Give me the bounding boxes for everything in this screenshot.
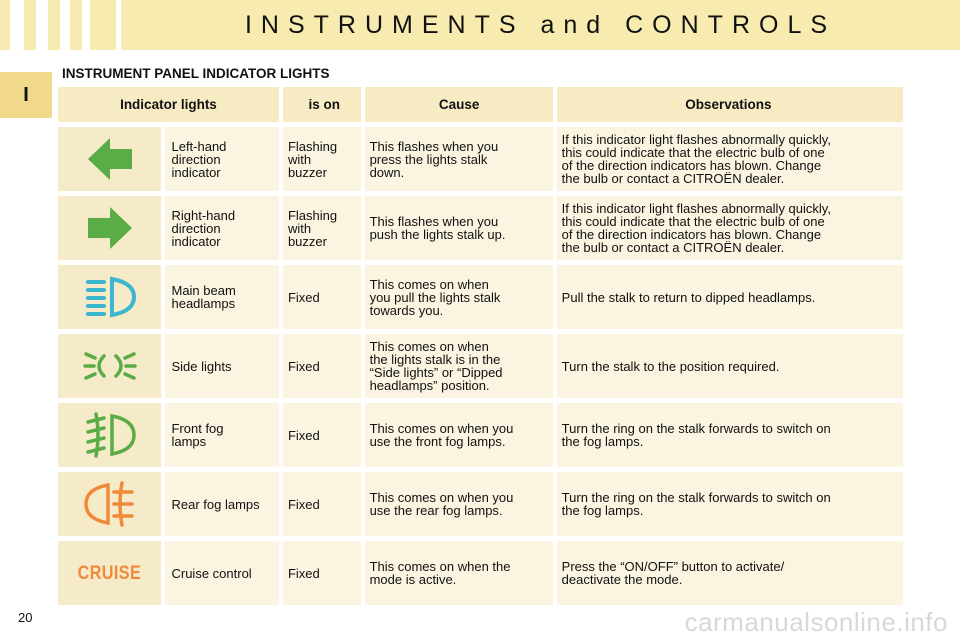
rear-fog-icon: [84, 479, 136, 529]
observations-text: If this indicator light flashes abnormally quickly, this could indicate that the electric bulb of one of the direction indicators has blown. Change the bulb or contact a CITROËN dealer.: [557, 196, 903, 260]
observations-text: Turn the ring on the stalk forwards to switch on the fog lamps.: [557, 403, 903, 467]
cause-text: This comes on when the lights stalk is in the “Side lights” or “Dipped headlamps” position.: [365, 334, 553, 398]
is-on-value: Fixed: [283, 403, 361, 467]
table-row: [58, 472, 903, 536]
is-on-value: Fixed: [283, 541, 361, 605]
cause-text: This comes on when you use the rear fog lamps.: [365, 472, 553, 536]
main-beam-icon: [84, 275, 136, 319]
is-on-value: Fixed: [283, 472, 361, 536]
indicator-name: Rear fog lamps: [165, 472, 278, 536]
table-row: [58, 403, 903, 467]
column-header-cause: Cause: [365, 87, 553, 122]
is-on-value: Flashing with buzzer: [283, 196, 361, 260]
watermark: carmanualsonline.info: [684, 607, 948, 637]
indicator-name: Right-hand direction indicator: [165, 196, 278, 260]
icon-cell: [58, 265, 161, 329]
table-row: [58, 265, 903, 329]
cause-text: This comes on when the mode is active.: [365, 541, 553, 605]
observations-text: Pull the stalk to return to dipped headlamps.: [557, 265, 903, 329]
table-row: [58, 541, 903, 605]
section-title: INSTRUMENT PANEL INDICATOR LIGHTS: [62, 66, 330, 81]
indicator-lights-table: [58, 87, 903, 610]
icon-cell: [58, 403, 161, 467]
page-header: [0, 0, 960, 50]
column-header-indicator-lights: Indicator lights: [58, 87, 279, 122]
cause-text: This flashes when you push the lights stalk up.: [365, 196, 553, 260]
header-stripes: [10, 0, 102, 50]
icon-cell: [58, 196, 161, 260]
left-arrow-icon: [86, 135, 134, 183]
column-header-is-on: is on: [283, 87, 361, 122]
observations-text: Press the “ON/OFF” button to activate/ deactivate the mode.: [557, 541, 903, 605]
cause-text: This comes on when you pull the lights stalk towards you.: [365, 265, 553, 329]
cause-text: This flashes when you press the lights stalk down.: [365, 127, 553, 191]
observations-text: If this indicator light flashes abnormally quickly, this could indicate that the electric bulb of one of the direction indicators has blown. Change the bulb or contact a CITROËN dealer.: [557, 127, 903, 191]
observations-text: Turn the stalk to the position required.: [557, 334, 903, 398]
indicator-name: Cruise control: [165, 541, 278, 605]
right-arrow-icon: [86, 204, 134, 252]
is-on-value: Fixed: [283, 334, 361, 398]
cause-text: This comes on when you use the front fog lamps.: [365, 403, 553, 467]
page-number: 20: [18, 610, 33, 625]
indicator-name: Main beam headlamps: [165, 265, 278, 329]
icon-cell: [58, 541, 161, 605]
is-on-value: Flashing with buzzer: [283, 127, 361, 191]
side-lights-icon: [82, 346, 138, 386]
front-fog-icon: [84, 410, 136, 460]
icon-cell: [58, 334, 161, 398]
is-on-value: Fixed: [283, 265, 361, 329]
observations-text: Turn the ring on the stalk forwards to switch on the fog lamps.: [557, 472, 903, 536]
cruise-icon: CRUISE: [77, 562, 142, 584]
indicator-name: Side lights: [165, 334, 278, 398]
indicator-name: Front fog lamps: [165, 403, 278, 467]
icon-cell: [58, 472, 161, 536]
table-row: [58, 334, 903, 398]
column-header-observations: Observations: [557, 87, 903, 122]
table-row: [58, 196, 903, 260]
chapter-title: INSTRUMENTS and CONTROLS: [244, 10, 837, 39]
icon-cell: [58, 127, 161, 191]
table-row: [58, 127, 903, 191]
chapter-tab: I: [0, 72, 52, 118]
table-header-row: [58, 87, 903, 122]
indicator-name: Left-hand direction indicator: [165, 127, 278, 191]
